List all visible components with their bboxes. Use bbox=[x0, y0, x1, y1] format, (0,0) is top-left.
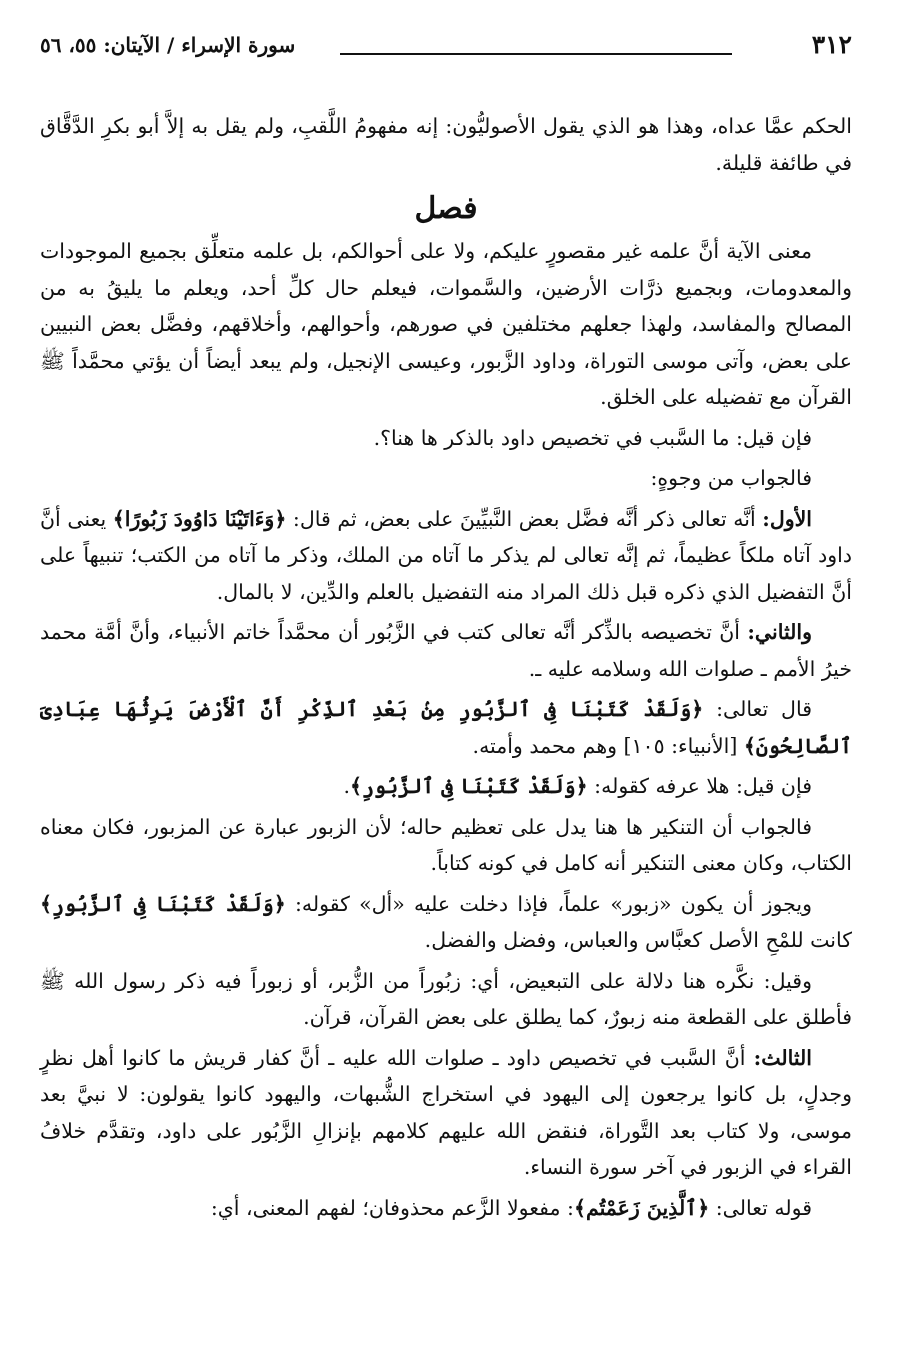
paragraph-question: فإن قيل: ما السَّبب في تخصيص داود بالذكر ها هنا؟. bbox=[373, 425, 812, 450]
proper-name-text-b: كانت للمْحِ الأصل كعبَّاس والعباس، وفضل والفضل. bbox=[424, 928, 852, 952]
quran-quote: ﴿وَلَقَدْ كَتَبْنَا فِى ٱلزَّبُورِ مِنۢ بَعْدِ ٱلذِّكْرِ أَنَّ ٱلْأَرْضَ يَرِثُهَا عِبَادِىَ ٱلصَّالِحُونَ﴾ bbox=[40, 697, 852, 758]
paragraph-partitive: وقيل: نكَّره هنا دلالة على التبعيض، أي: زبُوراً من الزُّبر، أو زبوراً فيه ذكر رسول الله ﷺ فأطلق على القطعة منه زبورٌ، كما يطلق على بعض القرآن، قرآن. bbox=[40, 968, 852, 1029]
quran-quote: ﴿وَلَقَدْ كَتَبْنَا فِى ٱلزَّبُورِ﴾ bbox=[350, 774, 588, 798]
paragraph-answer-indefinite: فالجواب أن التنكير ها هنا يدل على تعظيم حاله؛ لأن الزبور عبارة عن المزبور، فكان معناه الكتاب، وكان معنى التنكير أنه كامل في كونه كتاباً. bbox=[40, 814, 852, 875]
verse-citation-text-b: [الأنبياء: ١٠٥] وهم محمد وأمته. bbox=[472, 733, 744, 758]
first-reason-text-a: أنَّه تعالى ذكر أنَّه فضَّل بعض النَّبيِّينَ على بعض، ثم قال: bbox=[286, 506, 763, 531]
paragraph-continuation: الحكم عمَّا عداه، وهذا هو الذي يقول الأصوليُّون: إنه مفهومُ اللَّقبِ، ولم يقل به إلاَّ أبو بكرِ الدَّقَّاق في طائفة قليلة. bbox=[40, 114, 852, 175]
paragraph-answer-intro: فالجواب من وجوهٍ: bbox=[650, 466, 812, 490]
first-reason-text-b: يعنى أنَّ داود آتاه ملكاً عظيماً، ثم إنَّه تعالى لم يذكر ما آتاه من الملك، وذكر ما آتاه من الكتب؛ تنبيهاً على أنَّ التفضيل الذي ذكره قبل ذلك المراد منه التفضيل بالعلم والدِّين، لا بالمال. bbox=[40, 506, 852, 604]
paragraph-second-reason bbox=[40, 614, 852, 687]
page-number: ٣١٢ bbox=[811, 30, 852, 59]
page bbox=[40, 28, 852, 1230]
first-reason-label: الأول: bbox=[762, 506, 812, 531]
verse-commentary-text-b: : مفعولا الزَّعم محذوفان؛ لفهم المعنى، أي: bbox=[210, 1195, 574, 1220]
running-title: سورة الإسراء / الآيتان: ٥٥، ٥٦ bbox=[40, 33, 296, 57]
third-reason-label: الثالث: bbox=[753, 1045, 812, 1070]
header-rule bbox=[340, 53, 732, 55]
page-header bbox=[40, 28, 852, 62]
paragraph-verse-meaning: معنى الآية أنَّ علمه غير مقصورٍ عليكم، ولا على أحوالكم، بل علمه متعلِّق بجميع الموجودات والمعدومات، وبجميع ذرَّات الأرضين، والسَّموات، فيعلم حال كلِّ أحد، ويعلم ما يليقُ به من المصالح والمفاسد، ولهذا جعلهم مختلفين في صورهم، وأحوالهم، وأخلاقهم، وفضَّل بعض النبيين على بعض، وآتى موسى التوراة، وداود الزَّبور، وعيسى الإنجيل، ولم يبعد أيضاً أن يؤتي محمَّداً ﷺ القرآن مع تفضيله على الخلق. bbox=[40, 239, 852, 409]
paragraph-question-definite bbox=[40, 768, 852, 805]
proper-name-text-a: ويجوز أن يكون «زبور» علماً، فإذا دخلت عليه «أل» كقوله: bbox=[285, 891, 812, 916]
quran-quote: ﴿ٱلَّذِينَ زَعَمْتُم﴾ bbox=[573, 1195, 710, 1220]
second-reason-label: والثاني: bbox=[747, 620, 812, 644]
paragraph-verse-commentary bbox=[40, 1190, 852, 1227]
verse-commentary-text-a: قوله تعالى: bbox=[709, 1195, 812, 1220]
paragraph-third-reason bbox=[40, 1040, 852, 1186]
question-definite-text-a: فإن قيل: هلا عرفه كقوله: bbox=[587, 774, 812, 798]
third-reason-text: أنَّ السَّبب في تخصيص داود ـ صلوات الله عليه ـ أنَّ كفار قريش ما كانوا أهل نظرٍ وجدلٍ، بل كانوا يرجعون إلى اليهود في استخراج الشُّبهات، واليهود كانوا يقولون: لا نبيَّ بعد موسى، ولا كتاب بعد التَّوراة، فنقض الله عليهم كلامهم بإنزالِ الزَّبُور على داود، وتقدَّم خلافُ القراء في الزبور في آخر سورة النساء. bbox=[40, 1045, 852, 1179]
quran-quote: ﴿وَلَقَدْ كَتَبْنَا فِى ٱلزَّبُورِ﴾ bbox=[40, 891, 286, 916]
verse-citation-text-a: قال تعالى: bbox=[703, 697, 812, 721]
second-reason-text: أنَّ تخصيصه بالذِّكر أنَّه تعالى كتب في الزَّبُور أن محمَّداً خاتم الأنبياء، وأنَّ أمَّة محمد خيرُ الأمم ـ صلوات الله وسلامه عليه ـ. bbox=[40, 620, 852, 681]
paragraph-first-reason bbox=[40, 501, 852, 611]
paragraph-verse-citation bbox=[40, 691, 852, 764]
section-heading: فصل bbox=[414, 191, 478, 226]
question-definite-text-b: . bbox=[343, 774, 351, 798]
paragraph-proper-name bbox=[40, 886, 852, 959]
quran-quote: ﴿وَءَاتَيْنَا دَاوُودَ زَبُورًا﴾ bbox=[112, 506, 287, 531]
body-text bbox=[40, 108, 852, 1226]
